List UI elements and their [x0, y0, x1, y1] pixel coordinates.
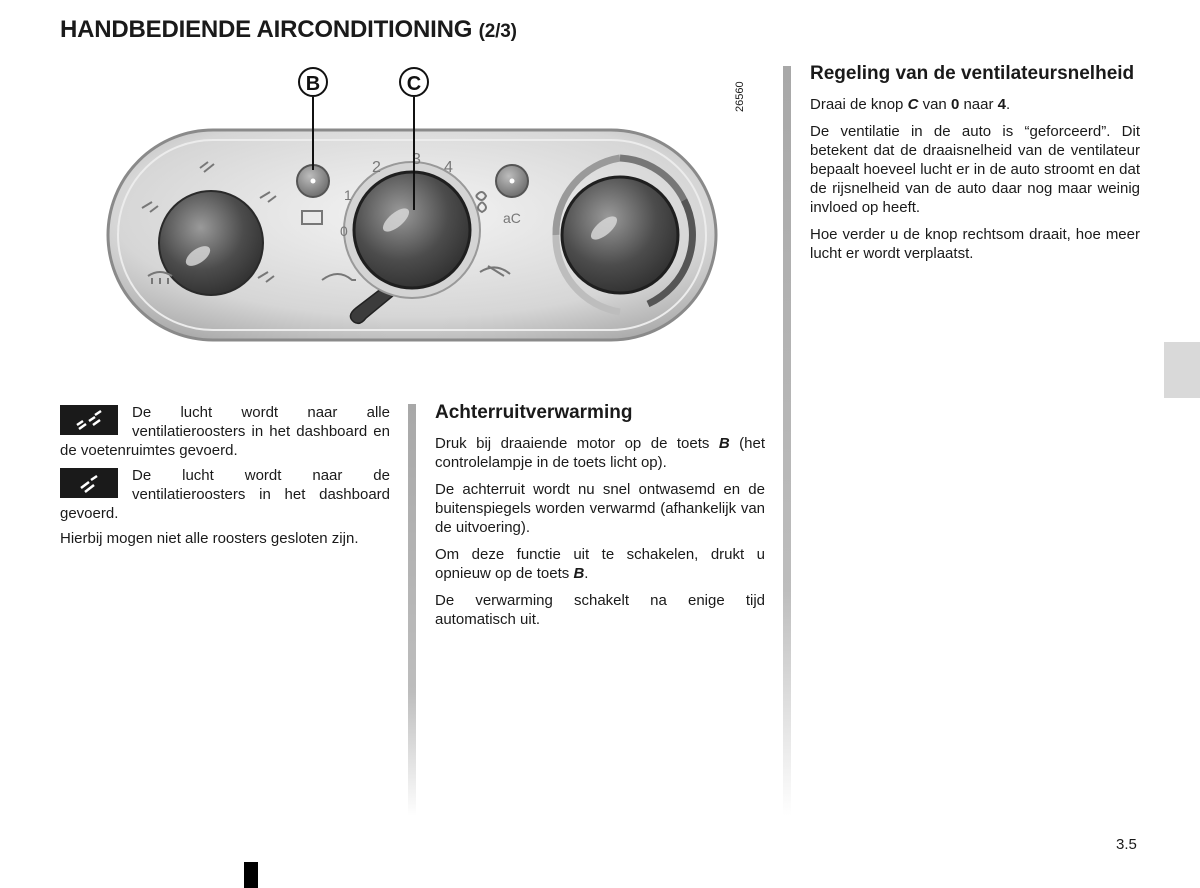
callout-b-label: B	[305, 73, 321, 95]
section-heading: Regeling van de ventilateursnelheid	[810, 63, 1135, 84]
list-item	[60, 466, 390, 523]
text: .	[1005, 96, 1011, 113]
section-heading: Achterruitverwarming	[435, 402, 633, 423]
left-column	[60, 403, 390, 556]
fan-speed-knob	[354, 172, 470, 288]
title-text: HANDBEDIENDE AIRCONDITIONING	[60, 16, 473, 43]
paragraph	[810, 95, 1140, 114]
list-item	[60, 403, 390, 460]
speed-label-0: 0	[340, 223, 348, 239]
figure-code: 26560	[734, 81, 746, 112]
text: Draai de knop	[810, 96, 908, 113]
speed-label-4: 4	[444, 159, 453, 176]
text: Om deze functie uit te schakelen, drukt u opnieuw op de toets	[435, 546, 765, 582]
column-divider-right	[783, 66, 791, 816]
paragraph	[435, 434, 765, 472]
text: naar	[959, 96, 998, 113]
key-label: C	[907, 96, 919, 113]
key-label: B	[573, 565, 585, 582]
text: van	[918, 96, 951, 113]
text: .	[584, 565, 589, 582]
page-number: 3.5	[1116, 836, 1137, 853]
speed-label-2: 2	[372, 159, 381, 176]
distribution-knob	[159, 191, 263, 295]
paragraph: Hoe verder u de knop rechtsom draait, hoe meer lucht er wordt verplaatst.	[810, 226, 1140, 262]
title-part: (2/3)	[478, 21, 517, 42]
text: Druk bij draaiende motor op de toets	[435, 435, 719, 452]
air-dashboard-icon	[60, 468, 118, 498]
callout-c-label: C	[406, 73, 422, 95]
key-label: B	[718, 435, 730, 452]
ac-label: aC	[503, 210, 521, 226]
speed-from: 0	[950, 96, 960, 113]
paragraph: De verwarming schakelt na enige tijd automatisch uit.	[435, 592, 765, 628]
air-dashboard-and-footwell-icon	[60, 405, 118, 435]
temperature-knob	[562, 177, 678, 293]
right-column	[810, 63, 1140, 271]
section-tab	[1164, 342, 1200, 398]
entry-text: De lucht wordt naar de ventilatieroosters in het dashboard gevoerd.	[60, 467, 390, 522]
paragraph: De ventilatie in de auto is “geforceerd”. Dit betekent dat de draaisnelheid van de ventilateur bepaalt hoeveel lucht er in de auto stroomt en dat de rijsnelheid van de auto daar nog maar weinig invloed op heeft.	[810, 123, 1140, 216]
crop-mark	[244, 862, 258, 888]
speed-to: 4	[997, 96, 1006, 113]
page-title	[60, 16, 517, 44]
speed-label-3: 3	[412, 151, 421, 168]
control-panel-figure	[60, 60, 760, 370]
middle-column	[435, 402, 765, 637]
paragraph: De achterruit wordt nu snel ontwasemd en de buitenspiegels worden verwarmd (afhankelijk van de uitvoering).	[435, 481, 765, 536]
entry-text: De lucht wordt naar alle ventilatieroosters in het dashboard en de voetenruimtes gevoerd.	[60, 404, 390, 459]
paragraph	[435, 545, 765, 583]
note: Hierbij mogen niet alle roosters gesloten zijn.	[60, 530, 359, 547]
column-divider-middle	[408, 404, 416, 816]
text: (het controlelampje in de toets licht op).	[435, 435, 765, 471]
speed-label-1: 1	[344, 187, 352, 203]
